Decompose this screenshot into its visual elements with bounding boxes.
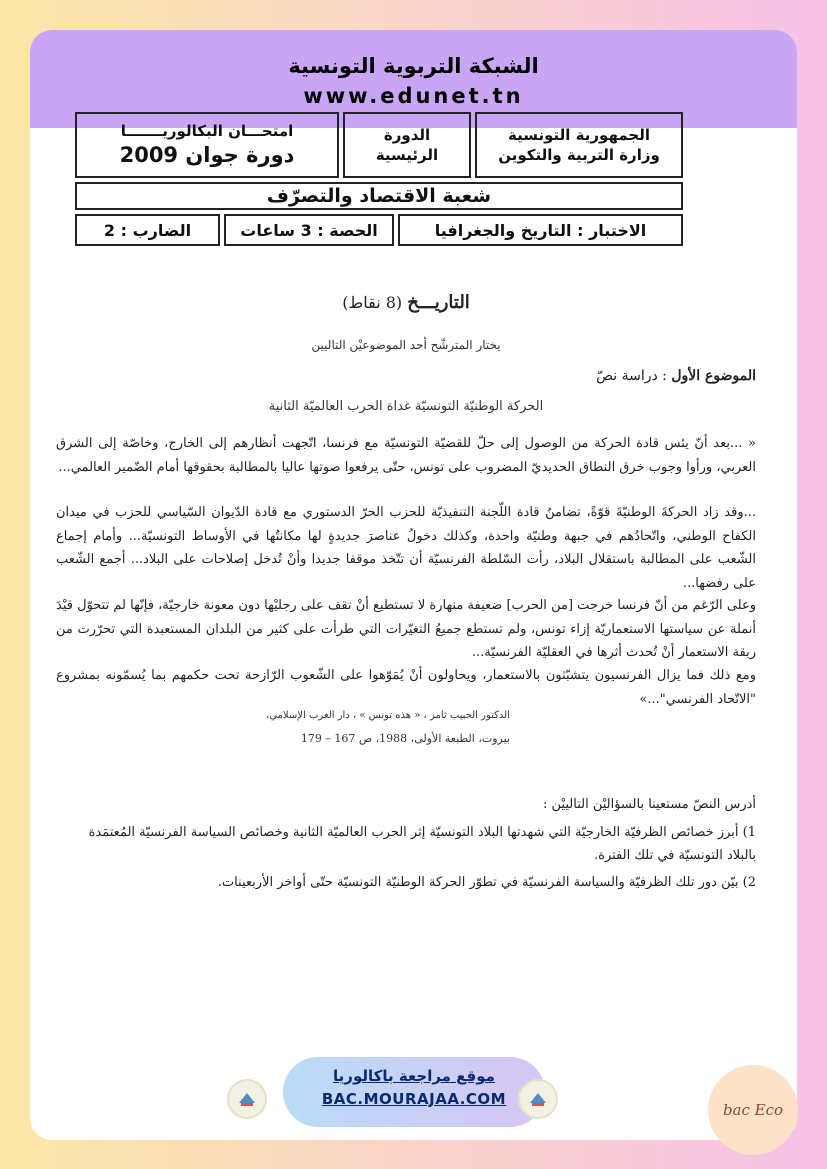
section-box: شعبة الاقتصاد والتصرّف [75, 182, 683, 210]
topic-label: الموضوع الأول [671, 368, 756, 384]
history-section-title [56, 292, 756, 313]
exam-date: دورة جوان 2009 [119, 142, 295, 167]
republic-label: الجمهورية التونسية [508, 125, 650, 144]
duration-box: الحصة : 3 ساعات [224, 214, 394, 246]
questions-intro: أدرس النصّ مستعينا بالسؤاليْن التالييْن : [543, 797, 756, 812]
session-line1: الدورة [383, 125, 431, 144]
banner-title: الشبكة التربوية التونسية [288, 54, 539, 78]
site-domain[interactable]: BAC.MOURAJAA.COM [321, 1090, 507, 1108]
banner-url[interactable]: www.edunet.tn [303, 84, 524, 108]
text-paragraph: « ...بعد أنّ يئس قادة الحركة من الوصول إلى حلّ للقضيّة التونسيّة مع فرنسا، اتّجهت أنظارهم إلى الخارج، وخاصّة إلى الشرق العربي، ورأوا وجوب خرق النطاق الحديديّ المضروب على تونس، حتّى يرفعوا صوتها عاليا بالمطالبة بحقوقها أمام الضّمير العالمي... [56, 436, 756, 475]
history-points: (8 نقاط) [342, 293, 403, 312]
footer-site-link[interactable] [283, 1057, 545, 1127]
ministry-label: وزارة التربية والتكوين [498, 146, 660, 164]
citation-author: الدكتور الحبيب ثامر ، « هذه تونس » ، دار الغرب الإسلامي، [266, 710, 510, 721]
exam-header [75, 112, 683, 246]
coefficient-box: الضارب : 2 [75, 214, 220, 246]
text-paragraph: وعلى الرّغم من أنّ فرنسا خرجت [من الحرب] ضعيفة منهارة لا تستطيع أنْ تقف على رجليْها دون معونة خارجيّة، فإنّها لم تتحوّل قيْدَ أنملة عن سياستها الاستعماريّة إزاء تونس، ولم تستطع جميعُ التغيّرات التي طرأت على كثير من البلدان المستعبدة التي تحرّرت من ربقة الاستعمار أنْ تُحدث أثرها في العقليّة الفرنسيّة... [56, 598, 756, 661]
topic-line [56, 368, 756, 384]
subject-box: الاختبار : التاريخ والجغرافيا [398, 214, 683, 246]
site-name[interactable]: موقع مراجعة باكالوريا [333, 1067, 495, 1085]
site-logo-icon[interactable] [227, 1079, 267, 1119]
history-instruction: يختار المترشّح أحد الموضوعيْن التاليين [311, 338, 501, 352]
ministry-box [475, 112, 683, 178]
question-item: 2) بيّن دور تلك الظرفيّة والسياسة الفرنسيّة في تطوّر الحركة الوطنيّة التونسيّة حتّى أواخر الأربعينات. [217, 875, 756, 890]
bac-eco-badge: bac Eco [708, 1065, 798, 1155]
text-title: الحركة الوطنيّة التونسيّة غداة الحرب العالميّة الثانية [268, 399, 544, 414]
topic-type: : دراسة نصّ [596, 368, 667, 384]
exam-name: امتحـــان البكالوريـــــــا [120, 121, 294, 140]
site-logo-icon[interactable] [518, 1079, 558, 1119]
history-title: التاريـــخ [407, 292, 470, 313]
session-line2: الرئيسية [375, 146, 439, 164]
exam-box [75, 112, 339, 178]
text-paragraph: ...وقد زاد الحركةَ الوطنيّةَ قوّةً، تضامنُ قادة اللّجنة التنفيذيّة للحزب الحرّ الدستوري مع قادة الدّيوان السّياسي للحزب في ميدان الكفاح الوطني، واتّحادُهم في جبهة وطنيّة واحدة، وكذلك دخولُ عناصرَ جديدةٍ لها مكانتُها في الأوساط التونسيّة... وأمام إجماع الشّعب على المطالبة باستقلال البلاد، رأت السّلطة الفرنسيّة أن تتّخذ موقفا جديدا وأنْ تُدخل إصلاحات على البلاد... أجمع الشّعب على رفضها... [56, 505, 756, 591]
session-box [343, 112, 471, 178]
citation-details: بيروت، الطبعة الأولى، 1988، ص 167 – 179 [300, 732, 510, 745]
question-item: 1) أبرز خصائص الظرفيّة الخارجيّة التي شهدتها البلاد التونسيّة إثر الحرب العالميّة الثانية وخصائص السياسة الفرنسيّة المُعتمَدة بالبلاد التونسيّة في تلك الفترة. [88, 825, 756, 863]
text-paragraph: ومع ذلك فما يزال الفرنسيون يتشبّثون بالاستعمار، ويحاولون أنْ يُمَوّهوا على الشّعوب الرّازحة تحت حكمهم بما يُسمّونه بمشروع "الاتّحاد الفرنسي"...» [56, 668, 756, 707]
